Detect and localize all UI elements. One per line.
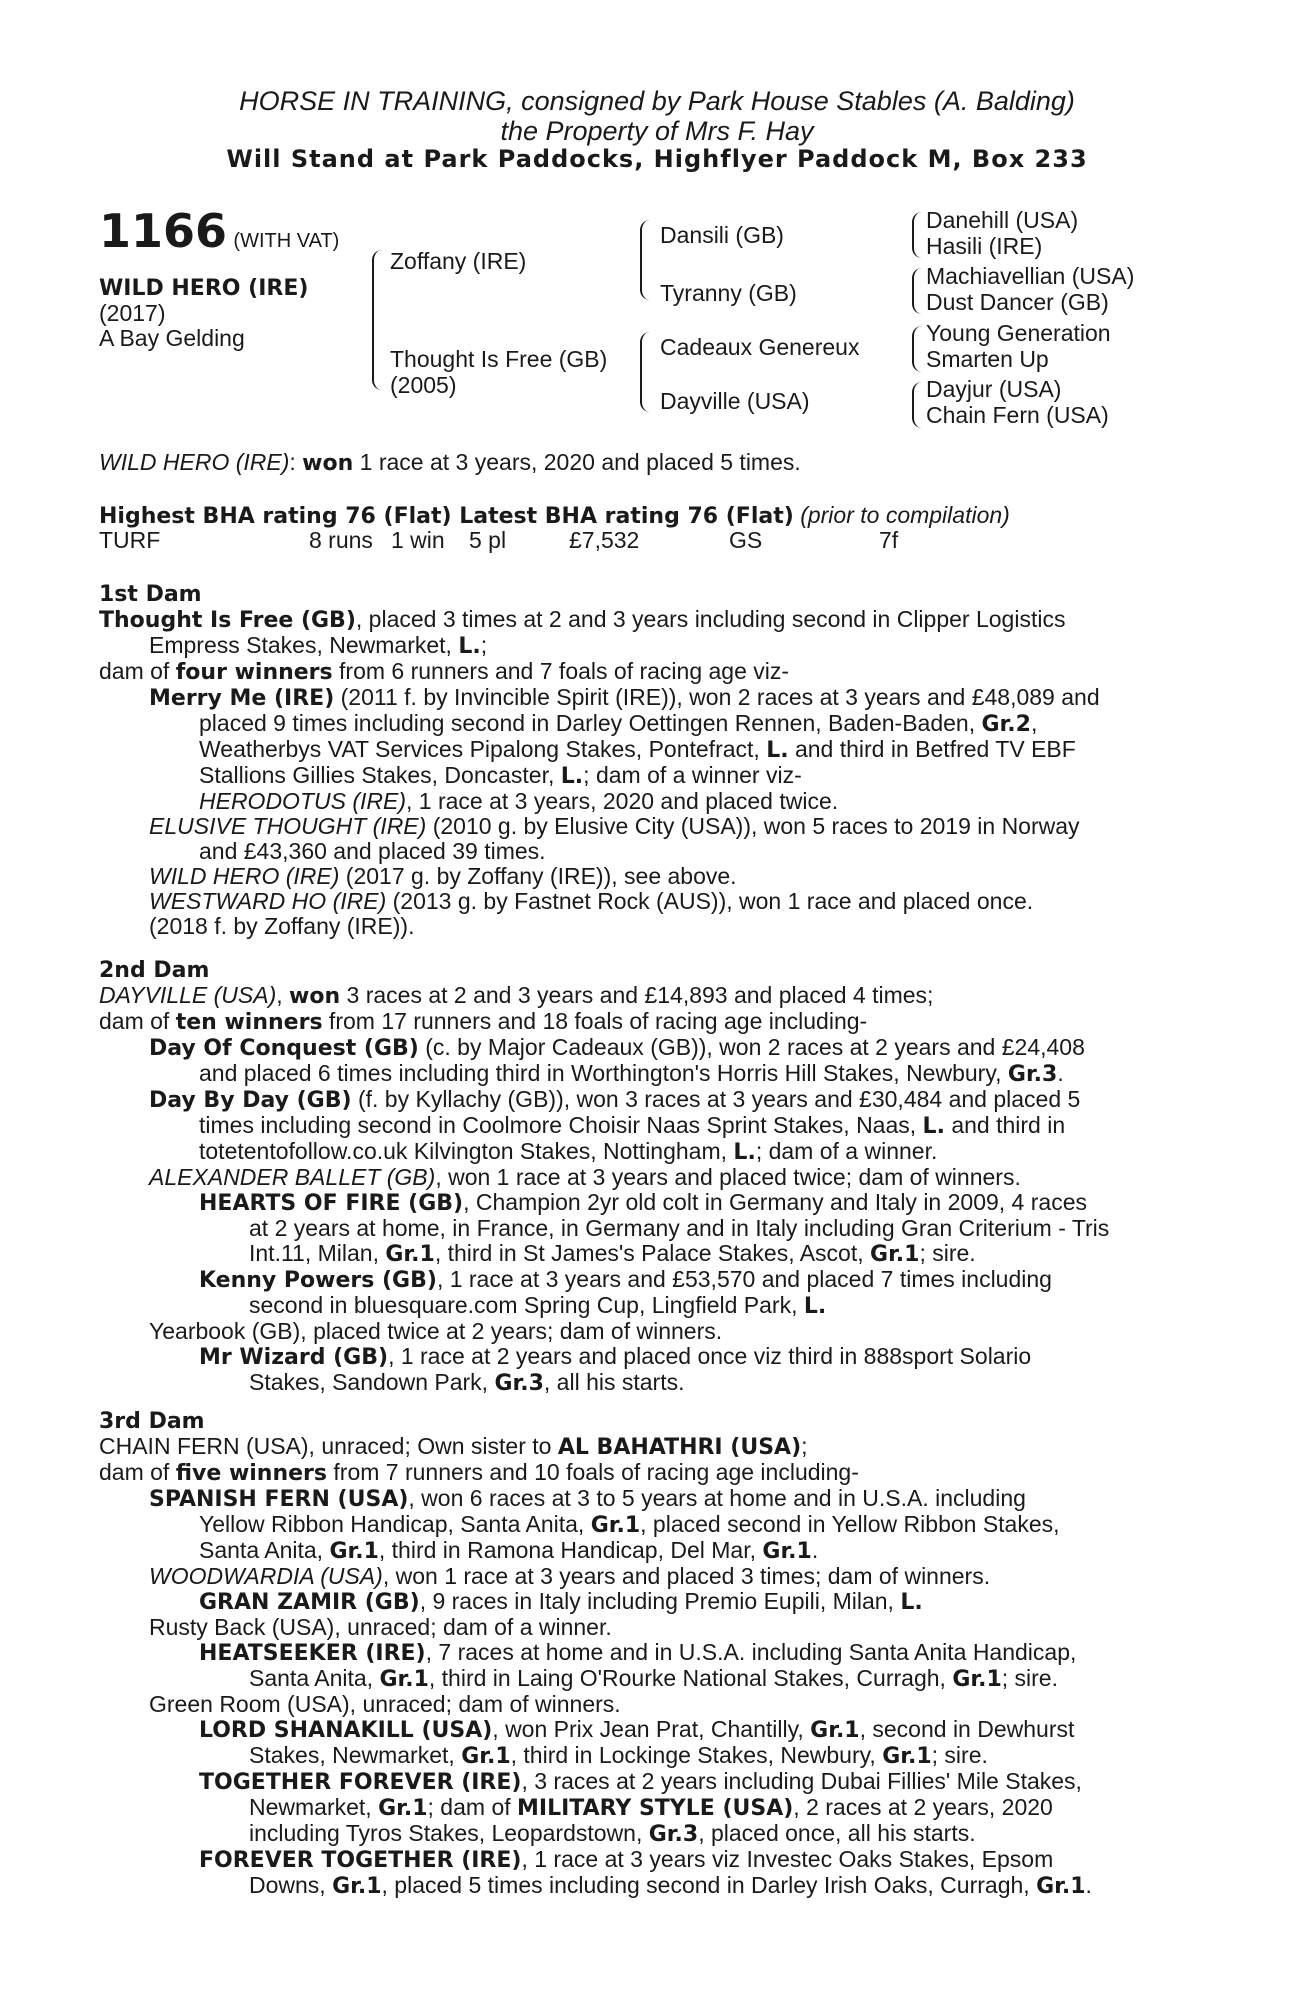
dam2-line: at 2 years at home, in France, in Germany and in Italy including Gran Criterium - Tris <box>249 1215 1110 1241</box>
pedigree-sss: Danehill (USA) <box>926 207 1079 233</box>
dam3-line: Downs, Gr.1, placed 5 times including second in Darley Irish Oaks, Curragh, Gr.1. <box>249 1872 1092 1899</box>
pedigree-sire: Zoffany (IRE) <box>390 248 527 274</box>
dam2-line: and placed 6 times including third in Worthington's Horris Hill Stakes, Newbury, Gr.3. <box>199 1060 1064 1087</box>
dam1-line: Merry Me (IRE) (2011 f. by Invincible Spirit (IRE)), won 2 races at 3 years and £48,089 and <box>149 684 1100 711</box>
dam3-line: Santa Anita, Gr.1, third in Laing O'Rourke National Stakes, Curragh, Gr.1; sire. <box>249 1665 1058 1692</box>
lot-number: 1166 <box>99 204 228 258</box>
second-dam-title: 2nd Dam <box>99 958 210 983</box>
dam3-line: LORD SHANAKILL (USA), won Prix Jean Prat, Chantilly, Gr.1, second in Dewhurst <box>199 1716 1075 1743</box>
pedigree-dsd: Smarten Up <box>926 346 1049 372</box>
summary-name: WILD HERO (IRE) <box>99 449 290 475</box>
dam2-line: HEARTS OF FIRE (GB), Champion 2yr old colt in Germany and Italy in 2009, 4 races <box>199 1189 1087 1216</box>
dam1-line: dam of four winners from 6 runners and 7 foals of racing age viz- <box>99 658 790 685</box>
pedigree-dam: Thought Is Free (GB) <box>390 346 608 372</box>
horse-description: A Bay Gelding <box>99 325 245 351</box>
third-dam-section <box>99 1409 1209 1899</box>
dam1-line: Weatherbys VAT Services Pipalong Stakes, Pontefract, L. and third in Betfred TV EBF <box>199 736 1076 763</box>
dam3-line: CHAIN FERN (USA), unraced; Own sister to AL BAHATHRI (USA); <box>99 1433 808 1460</box>
dam3-line: dam of five winners from 7 runners and 10 foals of racing age including- <box>99 1459 859 1486</box>
pedigree-sds: Machiavellian (USA) <box>926 263 1135 289</box>
dam3-line: TOGETHER FOREVER (IRE), 3 races at 2 years including Dubai Fillies' Mile Stakes, <box>199 1768 1082 1795</box>
pedigree-brace-1 <box>372 250 384 390</box>
dam1-line: and £43,360 and placed 39 times. <box>199 838 546 864</box>
dam3-line: HEATSEEKER (IRE), 7 races at home and in U.S.A. including Santa Anita Handicap, <box>199 1639 1077 1666</box>
pedigree-dd: Dayville (USA) <box>660 388 810 414</box>
dam3-line: Stakes, Newmarket, Gr.1, third in Lockinge Stakes, Newbury, Gr.1; sire. <box>249 1742 988 1769</box>
turf-prize: £7,532 <box>569 527 640 553</box>
dam1-line: ELUSIVE THOUGHT (IRE) (2010 g. by Elusive City (USA)), won 5 races to 2019 in Norway <box>149 813 1080 839</box>
dam3-line: including Tyros Stakes, Leopardstown, Gr.3, placed once, all his starts. <box>249 1820 976 1847</box>
dam2-line: Yearbook (GB), placed twice at 2 years; dam of winners. <box>149 1318 723 1344</box>
race-summary: WILD HERO (IRE): won 1 race at 3 years, 2020 and placed 5 times. <box>99 449 801 476</box>
horse-name: WILD HERO (IRE) <box>99 276 309 301</box>
pedigree-brace-6 <box>912 326 922 372</box>
summary-won: won <box>302 451 354 476</box>
dam1-line: Empress Stakes, Newmarket, L.; <box>149 632 488 659</box>
lot-vat: (WITH VAT) <box>233 230 340 252</box>
dam3-line: Santa Anita, Gr.1, third in Ramona Handicap, Del Mar, Gr.1. <box>199 1537 819 1564</box>
dam1-line: Thought Is Free (GB), placed 3 times at 2 and 3 years including second in Clipper Logistics <box>99 606 1066 633</box>
third-dam-title: 3rd Dam <box>99 1409 205 1434</box>
pedigree-dds: Dayjur (USA) <box>926 376 1062 402</box>
dam2-line: Stakes, Sandown Park, Gr.3, all his starts. <box>249 1369 685 1396</box>
dam1-line: (2018 f. by Zoffany (IRE)). <box>149 913 415 939</box>
pedigree-ssd: Hasili (IRE) <box>926 233 1043 259</box>
dam3-line: FOREVER TOGETHER (IRE), 1 race at 3 years viz Investec Oaks Stakes, Epsom <box>199 1846 1054 1873</box>
pedigree-brace-7 <box>912 382 922 428</box>
header-line-1: HORSE IN TRAINING, consigned by Park House Stables (A. Balding) <box>239 86 1075 116</box>
header-line-2: the Property of Mrs F. Hay <box>500 116 814 146</box>
pedigree-brace-4 <box>912 212 922 258</box>
turf-record <box>99 528 1209 554</box>
dam1-line: WILD HERO (IRE) (2017 g. by Zoffany (IRE)), see above. <box>149 863 737 889</box>
dam1-line: placed 9 times including second in Darley Oettingen Rennen, Baden-Baden, Gr.2, <box>199 710 1038 737</box>
pedigree-dss: Young Generation <box>926 320 1111 346</box>
header-line-3: Will Stand at Park Paddocks, Highflyer Paddock M, Box 233 <box>226 145 1088 173</box>
ratings-line <box>99 503 1209 529</box>
dam2-line: Kenny Powers (GB), 1 race at 3 years and £53,570 and placed 7 times including <box>199 1266 1052 1293</box>
dam2-line: Day Of Conquest (GB) (c. by Major Cadeaux (GB)), won 2 races at 2 years and £24,408 <box>149 1034 1085 1061</box>
second-dam-section <box>99 958 1209 1396</box>
pedigree-sdd: Dust Dancer (GB) <box>926 289 1109 315</box>
dam2-line: Day By Day (GB) (f. by Kyllachy (GB)), won 3 races at 3 years and £30,484 and placed 5 <box>149 1086 1081 1113</box>
turf-placed: 5 pl <box>469 527 507 553</box>
turf-runs: 8 runs <box>309 527 373 553</box>
pedigree-ss: Dansili (GB) <box>660 222 784 248</box>
dam3-line: Rusty Back (USA), unraced; dam of a winner. <box>149 1614 612 1640</box>
pedigree-brace-3 <box>640 332 652 412</box>
pedigree-ddd: Chain Fern (USA) <box>926 402 1109 428</box>
pedigree-ds: Cadeaux Genereux <box>660 334 860 360</box>
dam1-line: Stallions Gillies Stakes, Doncaster, L.; dam of a winner viz- <box>199 762 802 789</box>
pedigree-brace-2 <box>640 220 652 300</box>
turf-wins: 1 win <box>391 527 445 553</box>
turf-distance: 7f <box>879 527 899 553</box>
dam3-line: SPANISH FERN (USA), won 6 races at 3 to 5 years at home and in U.S.A. including <box>149 1485 1026 1512</box>
dam2-line: dam of ten winners from 17 runners and 18 foals of racing age including- <box>99 1008 868 1035</box>
turf-label: TURF <box>99 527 161 553</box>
dam2-line: totetentofollow.co.uk Kilvington Stakes, Nottingham, L.; dam of a winner. <box>199 1138 938 1165</box>
first-dam-section <box>99 582 1209 939</box>
dam3-line: GRAN ZAMIR (GB), 9 races in Italy including Premio Eupili, Milan, L. <box>199 1588 923 1615</box>
dam2-line: second in bluesquare.com Spring Cup, Lingfield Park, L. <box>249 1292 827 1319</box>
pedigree-brace-5 <box>912 268 922 314</box>
turf-going: GS <box>729 527 763 553</box>
dam3-line: Green Room (USA), unraced; dam of winners. <box>149 1691 621 1717</box>
ratings-note: (prior to compilation) <box>800 502 1010 528</box>
horse-year: (2017) <box>99 300 166 326</box>
dam2-line: Int.11, Milan, Gr.1, third in St James's Palace Stakes, Ascot, Gr.1; sire. <box>249 1240 976 1267</box>
dam3-line: WOODWARDIA (USA), won 1 race at 3 years and placed 3 times; dam of winners. <box>149 1563 991 1589</box>
ratings-bold: Highest BHA rating 76 (Flat) Latest BHA rating 76 (Flat) <box>99 504 794 529</box>
dam2-line: Mr Wizard (GB), 1 race at 2 years and placed once viz third in 888sport Solario <box>199 1343 1032 1370</box>
dam3-line: Newmarket, Gr.1; dam of MILITARY STYLE (USA), 2 races at 2 years, 2020 <box>249 1794 1053 1821</box>
dam1-line: WESTWARD HO (IRE) (2013 g. by Fastnet Rock (AUS)), won 1 race and placed once. <box>149 888 1034 914</box>
pedigree-sd: Tyranny (GB) <box>660 280 797 306</box>
dam2-line: DAYVILLE (USA), won 3 races at 2 and 3 years and £14,893 and placed 4 times; <box>99 982 934 1009</box>
dam3-line: Yellow Ribbon Handicap, Santa Anita, Gr.1, placed second in Yellow Ribbon Stakes, <box>199 1511 1060 1538</box>
summary-rest: 1 race at 3 years, 2020 and placed 5 times. <box>353 449 801 475</box>
dam2-line: times including second in Coolmore Choisir Naas Sprint Stakes, Naas, L. and third in <box>199 1112 1066 1139</box>
dam2-line: ALEXANDER BALLET (GB), won 1 race at 3 years and placed twice; dam of winners. <box>149 1164 1021 1190</box>
first-dam-title: 1st Dam <box>99 582 202 607</box>
pedigree-dam-year: (2005) <box>390 372 457 398</box>
lot-block <box>99 206 339 351</box>
dam1-line: HERODOTUS (IRE), 1 race at 3 years, 2020 and placed twice. <box>199 788 839 814</box>
